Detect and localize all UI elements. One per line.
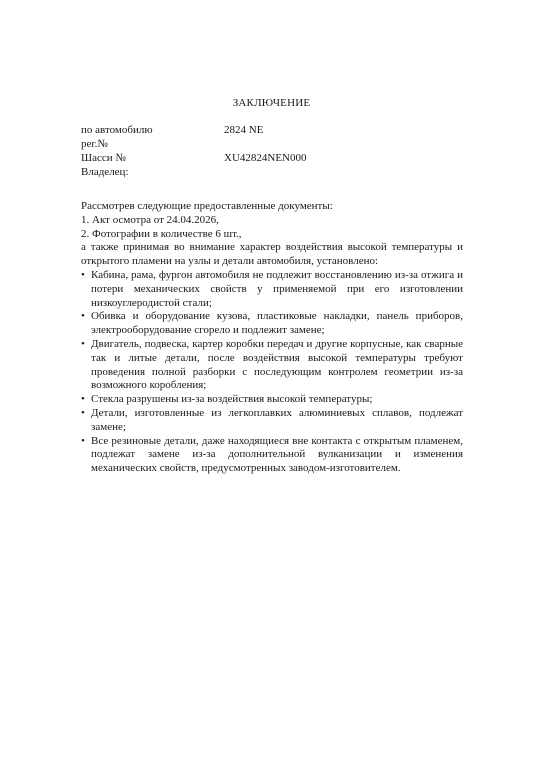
field-label-chassis: Шасси №	[81, 152, 126, 164]
finding-item: • Стекла разрушены из-за воздействия высокой температуры;	[81, 393, 463, 407]
document-title: ЗАКЛЮЧЕНИЕ	[232, 97, 311, 109]
field-label-vehicle: по автомобилю	[81, 124, 153, 136]
documents-list	[81, 214, 463, 242]
findings-list	[81, 269, 463, 476]
field-label-owner: Владелец:	[81, 166, 129, 178]
document-item: 1. Акт осмотра от 24.04.2026,	[81, 213, 219, 226]
document-item: 2. Фотографии в количестве 6 шт.,	[81, 227, 242, 240]
document-body	[81, 200, 463, 476]
intro-paragraph: Рассмотрев следующие предоставленные документы:	[81, 200, 333, 212]
finding-item: • Все резиновые детали, даже находящиеся вне контакта с открытым пламенем, подлежат замене из-за дополнительной вулканизации и изменения механических свойств, предусмотренных заводом-изготовителем.	[81, 435, 463, 476]
field-value-vehicle: 2824 NE	[224, 124, 264, 136]
consideration-paragraph: а также принимая во внимание характер воздействия высокой температуры и открытого пламени на узлы и детали автомобиля, установлено:	[81, 241, 463, 268]
field-label-registration: рег.№	[81, 138, 108, 150]
field-value-chassis: XU42824NEN000	[224, 152, 307, 164]
finding-item: • Детали, изготовленные из легкоплавких алюминиевых сплавов, подлежат замене;	[81, 407, 463, 435]
finding-item: • Обивка и оборудование кузова, пластиковые накладки, панель приборов, электрооборудование сгорело и подлежит замене;	[81, 310, 463, 338]
finding-item: • Кабина, рама, фургон автомобиля не подлежит восстановлению из-за отжига и потери механических свойств у применяемой при его изготовлении низкоуглеродистой стали;	[81, 269, 463, 310]
finding-item: • Двигатель, подвеска, картер коробки передач и другие корпусные, как сварные так и литые детали, после воздействия высокой температуры требуют проведения полной разборки с последующим контролем геометрии из-за возможного коробления;	[81, 338, 463, 393]
